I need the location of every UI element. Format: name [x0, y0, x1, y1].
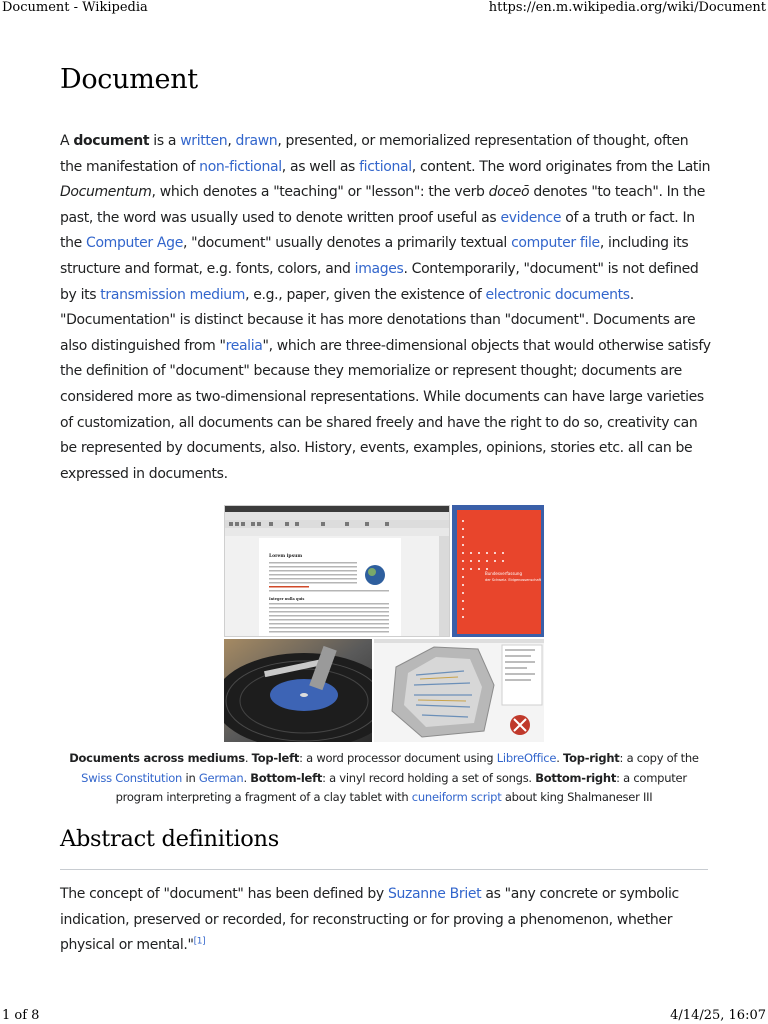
swiss-constitution-image[interactable] [452, 505, 544, 637]
text: , "document" usually denotes a primarily textual [182, 235, 512, 252]
text: : a word processor document using [299, 751, 497, 765]
page-title: Document [60, 64, 198, 95]
link-transmission-medium[interactable]: transmission medium [100, 286, 246, 303]
text: , content. The word originates from the Latin [411, 158, 711, 175]
link-drawn[interactable]: drawn [235, 133, 278, 149]
vinyl-record-illustration [224, 639, 372, 742]
link-images[interactable]: images [354, 260, 404, 277]
constitution-text-line2: der Schweiz. Eidgenossenschaft [485, 578, 542, 582]
text: , as well as [281, 158, 360, 175]
term-document: document [73, 133, 150, 149]
text: denotes "to teach". In the past, the word was usually used to denote written proof useful as [60, 184, 705, 226]
page-number: 1 of 8 [2, 1008, 40, 1023]
link-libreoffice[interactable]: LibreOffice [496, 751, 557, 765]
text: . [556, 751, 564, 765]
writer-doc-subtitle: Integer nulla quis [269, 597, 305, 601]
text: , including its structure and format, e.g. fonts, colors, and [60, 235, 689, 277]
page-url: https://en.m.wikipedia.org/wiki/Document [488, 0, 766, 15]
text: in [182, 770, 199, 785]
link-suzanne-briet[interactable]: Suzanne Briet [387, 886, 482, 902]
text: . Contemporarily, "document" is not defined by its [60, 260, 699, 303]
constitution-text-line1: Bundesverfassung [485, 571, 523, 576]
caption-bold: Documents across mediums [69, 751, 245, 765]
text: . "Documentation" is distinct because it has more denotations than "document". Documents are also distinguished from " [60, 286, 696, 354]
link-german[interactable]: German [198, 770, 244, 785]
latin-word: Documentum [60, 184, 152, 201]
caption-bold: Top-right [563, 751, 620, 765]
clay-tablet-program-image[interactable] [374, 639, 544, 742]
link-non-fictional[interactable]: non-fictional [199, 158, 282, 175]
caption-bold: Top-left [251, 751, 300, 765]
text: : a copy of the [619, 751, 699, 765]
text: , e.g., paper, given the existence of [245, 286, 486, 303]
figure-caption [60, 749, 708, 808]
text: A [60, 133, 74, 149]
link-electronic-documents[interactable]: electronic documents [485, 286, 630, 303]
text: , which denotes a "teaching" or "lesson": the verb [151, 184, 489, 201]
print-footer [0, 1008, 768, 1023]
text: , presented, or memorialized representation of thought, often the manifestation of [60, 133, 689, 175]
link-computer-file[interactable]: computer file [511, 235, 600, 252]
link-written[interactable]: written [180, 133, 228, 149]
word-processor-illustration [225, 506, 450, 637]
link-fictional[interactable]: fictional [359, 158, 412, 175]
vinyl-record-image[interactable] [224, 639, 372, 742]
print-header [0, 0, 768, 15]
article-figure [224, 505, 544, 742]
latin-verb: doceō [488, 184, 530, 201]
intro-paragraph [60, 129, 712, 487]
link-swiss-constitution[interactable]: Swiss Constitution [81, 770, 183, 785]
text: The concept of "document" has been defined by [60, 886, 388, 902]
text: , [227, 133, 236, 149]
section-heading-abstract-definitions[interactable]: Abstract definitions [60, 826, 279, 852]
section-divider [60, 869, 708, 870]
link-computer-age[interactable]: Computer Age [86, 235, 183, 252]
page-title-header: Document - Wikipedia [2, 0, 148, 15]
caption-bold: Bottom-right [535, 770, 617, 785]
text: ", which are three-dimensional objects that would otherwise satisfy the definition of "document" because they memorialize or represent thought; documents are considered more as two-dimensional representations. While documents can have large varieties of customization, all documents can be shared freely and have the right to do so, creativity can be represented by documents, also. History, events, examples, opinions, stories etc. all can be expressed in documents. [60, 337, 711, 482]
caption-bold: Bottom-left [250, 770, 323, 785]
writer-doc-title: Lorem ipsum [269, 554, 303, 559]
clay-tablet-illustration [374, 639, 544, 742]
abstract-paragraph [60, 882, 712, 959]
text: . [243, 770, 251, 785]
text: . [244, 751, 252, 765]
constitution-cover-illustration [452, 505, 544, 637]
text: is a [149, 133, 181, 149]
link-cuneiform-script[interactable]: cuneiform script [411, 790, 502, 804]
text: of a truth or fact. In the [60, 209, 695, 252]
text: as "any concrete or symbolic indication, preserved or recorded, for reconstructing or for proving a phenomenon, whether physical or mental." [60, 886, 679, 954]
text: : a computer program interpreting a fragment of a clay tablet with [115, 770, 687, 804]
print-timestamp: 4/14/25, 16:07 [670, 1008, 766, 1023]
link-realia[interactable]: realia [225, 337, 263, 354]
reference-link-1[interactable]: [1] [193, 936, 206, 947]
text: : a vinyl record holding a set of songs. [322, 770, 536, 785]
text: about king Shalmaneser III [501, 790, 653, 804]
libreoffice-screenshot-image[interactable] [224, 505, 450, 637]
link-evidence[interactable]: evidence [500, 209, 562, 226]
